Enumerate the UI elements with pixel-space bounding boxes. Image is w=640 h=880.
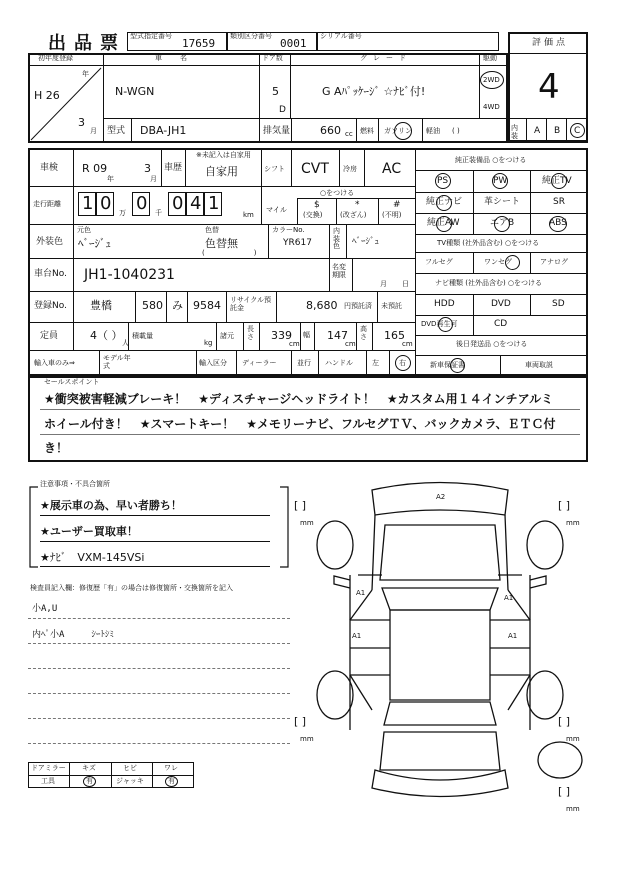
type-label: 型式 [107, 126, 126, 136]
tv-title: TV種類 (社外品含む) ○をつける [437, 239, 540, 247]
after-title: 後日発送品 ○をつける [456, 340, 528, 348]
inspector-line: 小A,U [32, 604, 58, 614]
grade-label: グレード [360, 54, 412, 62]
mileage-digit: 0 [136, 193, 148, 214]
nav-title: ナビ種類 (社外品含む) ○をつける [435, 279, 543, 287]
rating-label: 評価点 [532, 38, 569, 48]
first-reg-era: H 26 [34, 89, 60, 102]
first-reg-month: 3 [78, 116, 85, 129]
acc-header: ワレ [164, 764, 178, 772]
doors-label: ドア数 [262, 54, 283, 62]
acc-jack-circle [165, 776, 178, 787]
rating-value: 4 [538, 67, 560, 107]
tire-bracket: [ ] [294, 715, 307, 728]
interior-c: C [574, 126, 581, 136]
inspection-label: 車検 [40, 163, 59, 173]
capacity-label: 定員 [40, 331, 59, 341]
drive-2wd-circle [480, 71, 504, 89]
load-label: 積載量 [132, 332, 153, 340]
history-note: ※未記入は自家用 [196, 151, 251, 159]
equip-navi: 純正ナビ [426, 197, 463, 207]
mileage-digit: 0 [172, 193, 184, 214]
orig-color-label: 元色 [77, 226, 91, 234]
year-unit: 年 [82, 70, 89, 78]
note-line: ★展示車の為、早い者勝ち！ [40, 499, 182, 512]
nc-day-unit: 日 [402, 280, 409, 288]
equip-airbag: エアB [490, 218, 515, 228]
sen-unit: 千 [155, 209, 162, 217]
doors-value: 5 [272, 85, 279, 98]
note-line: ★ユーザー買取車！ [40, 525, 138, 538]
ext-color-label: 外装色 [36, 237, 64, 247]
nav-hdd: HDD [434, 299, 455, 309]
color-no-label: カラーNo. [272, 226, 305, 234]
equip-abs-circle [549, 216, 567, 232]
tamper-sym: * [355, 200, 360, 210]
drive-4wd: 4WD [483, 103, 500, 111]
tire-unit: mm [300, 735, 314, 743]
handle-label: ハンドル [325, 359, 353, 367]
door-suffix: D [279, 105, 286, 115]
length-unit: cm [289, 340, 300, 348]
acc-header: ドアミラー [31, 764, 66, 772]
tire-bracket: [ ] [294, 499, 307, 512]
color-change-label: 色替 [205, 226, 219, 234]
import-label: 輸入車のみ⇒ [34, 359, 75, 367]
nav-dvd-play-circle [438, 317, 453, 332]
equip-leather: 革シート [484, 197, 521, 207]
tv-fullseg: フルセグ [425, 258, 453, 266]
nav-dvd-play: DVD再生可 [421, 320, 458, 328]
capacity-unit: 人 [122, 339, 129, 347]
acc-tools: 工具 [41, 777, 55, 785]
shift-value: CVT [301, 161, 329, 177]
acc-jack: ジャッキ [116, 777, 144, 785]
inspection-year-unit: 年 [107, 175, 114, 183]
equip-aw-circle [436, 216, 452, 232]
equip-airbag-circle [494, 216, 510, 232]
ext-color-value: ﾍﾞｰｼﾞｭ [78, 237, 111, 250]
model-cert-value: 17659 [182, 37, 216, 50]
recycle-label: リサイクル預託金 [230, 296, 272, 313]
tamper-label: (改ざん) [340, 211, 367, 219]
month-unit: 月 [90, 127, 97, 135]
damage-mark: A1 [352, 632, 362, 640]
dealer-label: ディーラー [242, 359, 277, 367]
length-label: 長さ [247, 325, 254, 341]
displacement-unit: cc [345, 130, 353, 138]
height-value: 165 [384, 329, 405, 342]
length-value: 339 [271, 329, 292, 342]
car-name-value: N-WGN [115, 85, 155, 98]
unknown-label: (不明) [382, 211, 402, 219]
tire-unit: mm [566, 519, 580, 527]
reg-label: 登録No. [34, 301, 67, 311]
equipment-title: 純正装備品 ○をつける [455, 156, 527, 164]
capacity-value: 4（ ） [90, 329, 123, 342]
nc-month-unit: 月 [380, 280, 387, 288]
import-type-label: 輸入区分 [199, 359, 227, 367]
inspector-label: 検査員記入欄：修復歴「有」の場合は修復箇所・交換箇所を記入 [30, 584, 233, 592]
mileage-digit: 1 [208, 193, 220, 214]
acc-header: キズ [82, 764, 96, 772]
after-warranty-circle [450, 358, 465, 373]
nav-sd: SD [552, 299, 565, 309]
note-line: ★ﾅﾋﾞ VXM-145VSi [40, 551, 145, 564]
width-label: 幅 [303, 331, 310, 339]
tv-oneseg: ワンセグ [484, 258, 512, 266]
reg-area: 豊橋 [90, 299, 112, 312]
recycle-state: 円預託済 [344, 302, 372, 310]
grade-value: G Aﾊﾟｯｹｰｼﾞ ☆ﾅﾋﾞ付! [322, 85, 426, 98]
exchange-label: (交換) [303, 211, 323, 219]
sales-point-line1: ★衝突被害軽減ブレーキ！ ★ディスチャージヘッドライト！ ★カスタム用１４インチアルミ [44, 392, 554, 406]
notes-label: 注意事項・不具合箇所 [40, 480, 110, 488]
chassis-value: JH1-1040231 [84, 267, 175, 283]
category-label: 類別区分番号 [230, 32, 272, 40]
form-title: 出品票 [48, 33, 126, 54]
color-no-value: YR617 [283, 238, 312, 248]
width-unit: cm [345, 340, 356, 348]
acc-tools-value: 有 [86, 777, 93, 785]
equip-tv-circle [551, 173, 567, 189]
equip-navi-circle [436, 195, 452, 211]
history-value: 自家用 [205, 165, 238, 178]
damage-mark: A1 [508, 632, 518, 640]
ac-value: AC [382, 161, 402, 177]
int-color-value: ﾍﾞｰｼﾞｭ [352, 237, 380, 247]
interior-a: A [534, 126, 541, 136]
reg-class: 580 [142, 299, 163, 312]
parallel-label: 並行 [297, 359, 311, 367]
equip-ps: PS [437, 176, 449, 186]
sales-point-line2: ホイール付き！ ★スマートキー！ ★メモリーナビ、フルセグＴＶ、バックカメラ、ＥＴＣ付 [44, 417, 556, 431]
damage-mark: A2 [436, 493, 446, 501]
int-color-label: 内装色 [333, 227, 340, 251]
km-unit: km [243, 211, 254, 219]
equip-tv: 純正TV [542, 176, 572, 186]
interior-b: B [554, 126, 561, 136]
car-name-label: 車名 [155, 54, 205, 62]
history-label: 車歴 [164, 163, 183, 173]
model-cert-label: 型式指定番号 [130, 32, 172, 40]
tire-unit: mm [566, 805, 580, 813]
category-value: 0001 [280, 37, 307, 50]
nav-cd: CD [494, 319, 508, 329]
tire-unit: mm [300, 519, 314, 527]
inspection-value: R 09 [82, 162, 108, 175]
width-value: 147 [327, 329, 348, 342]
drive-2wd: 2WD [483, 76, 500, 84]
after-warranty: 新車保証書 [430, 361, 465, 369]
sales-point-label: セールスポイント [44, 378, 100, 386]
mileage-label: 走行距離 [33, 200, 61, 208]
light-label: 軽油 [426, 127, 440, 135]
fuel-value: ガソリン [384, 127, 412, 135]
drive-label: 駆動 [483, 54, 497, 62]
light-paren: ( ) [452, 127, 460, 135]
left-label: 左 [372, 359, 379, 367]
damage-mark: A1 [504, 594, 514, 602]
reg-number: 9584 [193, 299, 221, 312]
tv-oneseg-circle [505, 255, 520, 270]
equip-pw: PW [493, 176, 508, 186]
height-unit: cm [402, 340, 413, 348]
fuel-circle [394, 122, 412, 140]
interior-label: 内装 [511, 124, 518, 140]
first-reg-label: 初年度登録 [38, 54, 73, 62]
equip-ps-circle [435, 173, 451, 189]
load-unit: kg [204, 339, 213, 347]
right-label: 右 [399, 359, 406, 367]
man-unit: 万 [119, 209, 126, 217]
reg-kana: み [172, 299, 183, 312]
height-label: 高さ [360, 325, 367, 341]
fuel-label: 燃料 [360, 127, 374, 135]
serial-label: シリアル番号 [320, 32, 362, 40]
mile-check-label: ○をつける [320, 189, 355, 197]
car-diagram [290, 470, 590, 815]
name-change-label: 名変期限 [332, 263, 346, 280]
unknown-sym: # [393, 200, 401, 210]
mileage-digit: 1 [82, 193, 94, 214]
dims-label: 諸元 [220, 332, 234, 340]
tv-analog: アナログ [540, 258, 568, 266]
acc-tools-circle [83, 776, 96, 787]
equip-abs: ABS [549, 218, 567, 228]
recycle-value: 8,680 [306, 299, 338, 312]
recycle-unpaid: 未預託 [381, 302, 402, 310]
color-change-value: 色替無 [205, 237, 238, 250]
ac-label: 冷房 [343, 165, 357, 173]
tire-bracket: [ ] [558, 499, 571, 512]
interior-c-circle [570, 123, 585, 138]
equip-aw: 純正AW [427, 218, 460, 228]
model-year-label: モデル年式 [103, 354, 131, 371]
inspection-month-unit: 月 [150, 175, 157, 183]
sales-point-line3: き！ [44, 441, 69, 455]
nav-dvd: DVD [491, 299, 511, 309]
after-manual: 車両取説 [525, 361, 553, 369]
damage-mark: A1 [356, 589, 366, 597]
displacement-value: 660 [320, 124, 341, 137]
shift-label: シフト [264, 165, 285, 173]
type-value: DBA-JH1 [140, 124, 187, 137]
tire-bracket: [ ] [558, 715, 571, 728]
mileage-digit: 4 [190, 193, 202, 214]
tire-unit: mm [566, 735, 580, 743]
mile-label: マイル [266, 206, 287, 214]
acc-header: ヒビ [123, 764, 137, 772]
right-circle [395, 355, 411, 371]
chassis-label: 車台No. [34, 269, 67, 279]
displacement-label: 排気量 [263, 126, 291, 136]
inspection-month: 3 [144, 162, 151, 175]
equip-pw-circle [492, 173, 508, 189]
exchange-sym: $ [314, 200, 320, 210]
inspector-line: 内ﾍﾟ小A ｼｰﾄｼﾐ [32, 630, 114, 640]
acc-jack-value: 有 [168, 777, 175, 785]
tire-bracket: [ ] [558, 785, 571, 798]
equip-sr: SR [553, 197, 565, 207]
mileage-digit: 0 [100, 193, 112, 214]
